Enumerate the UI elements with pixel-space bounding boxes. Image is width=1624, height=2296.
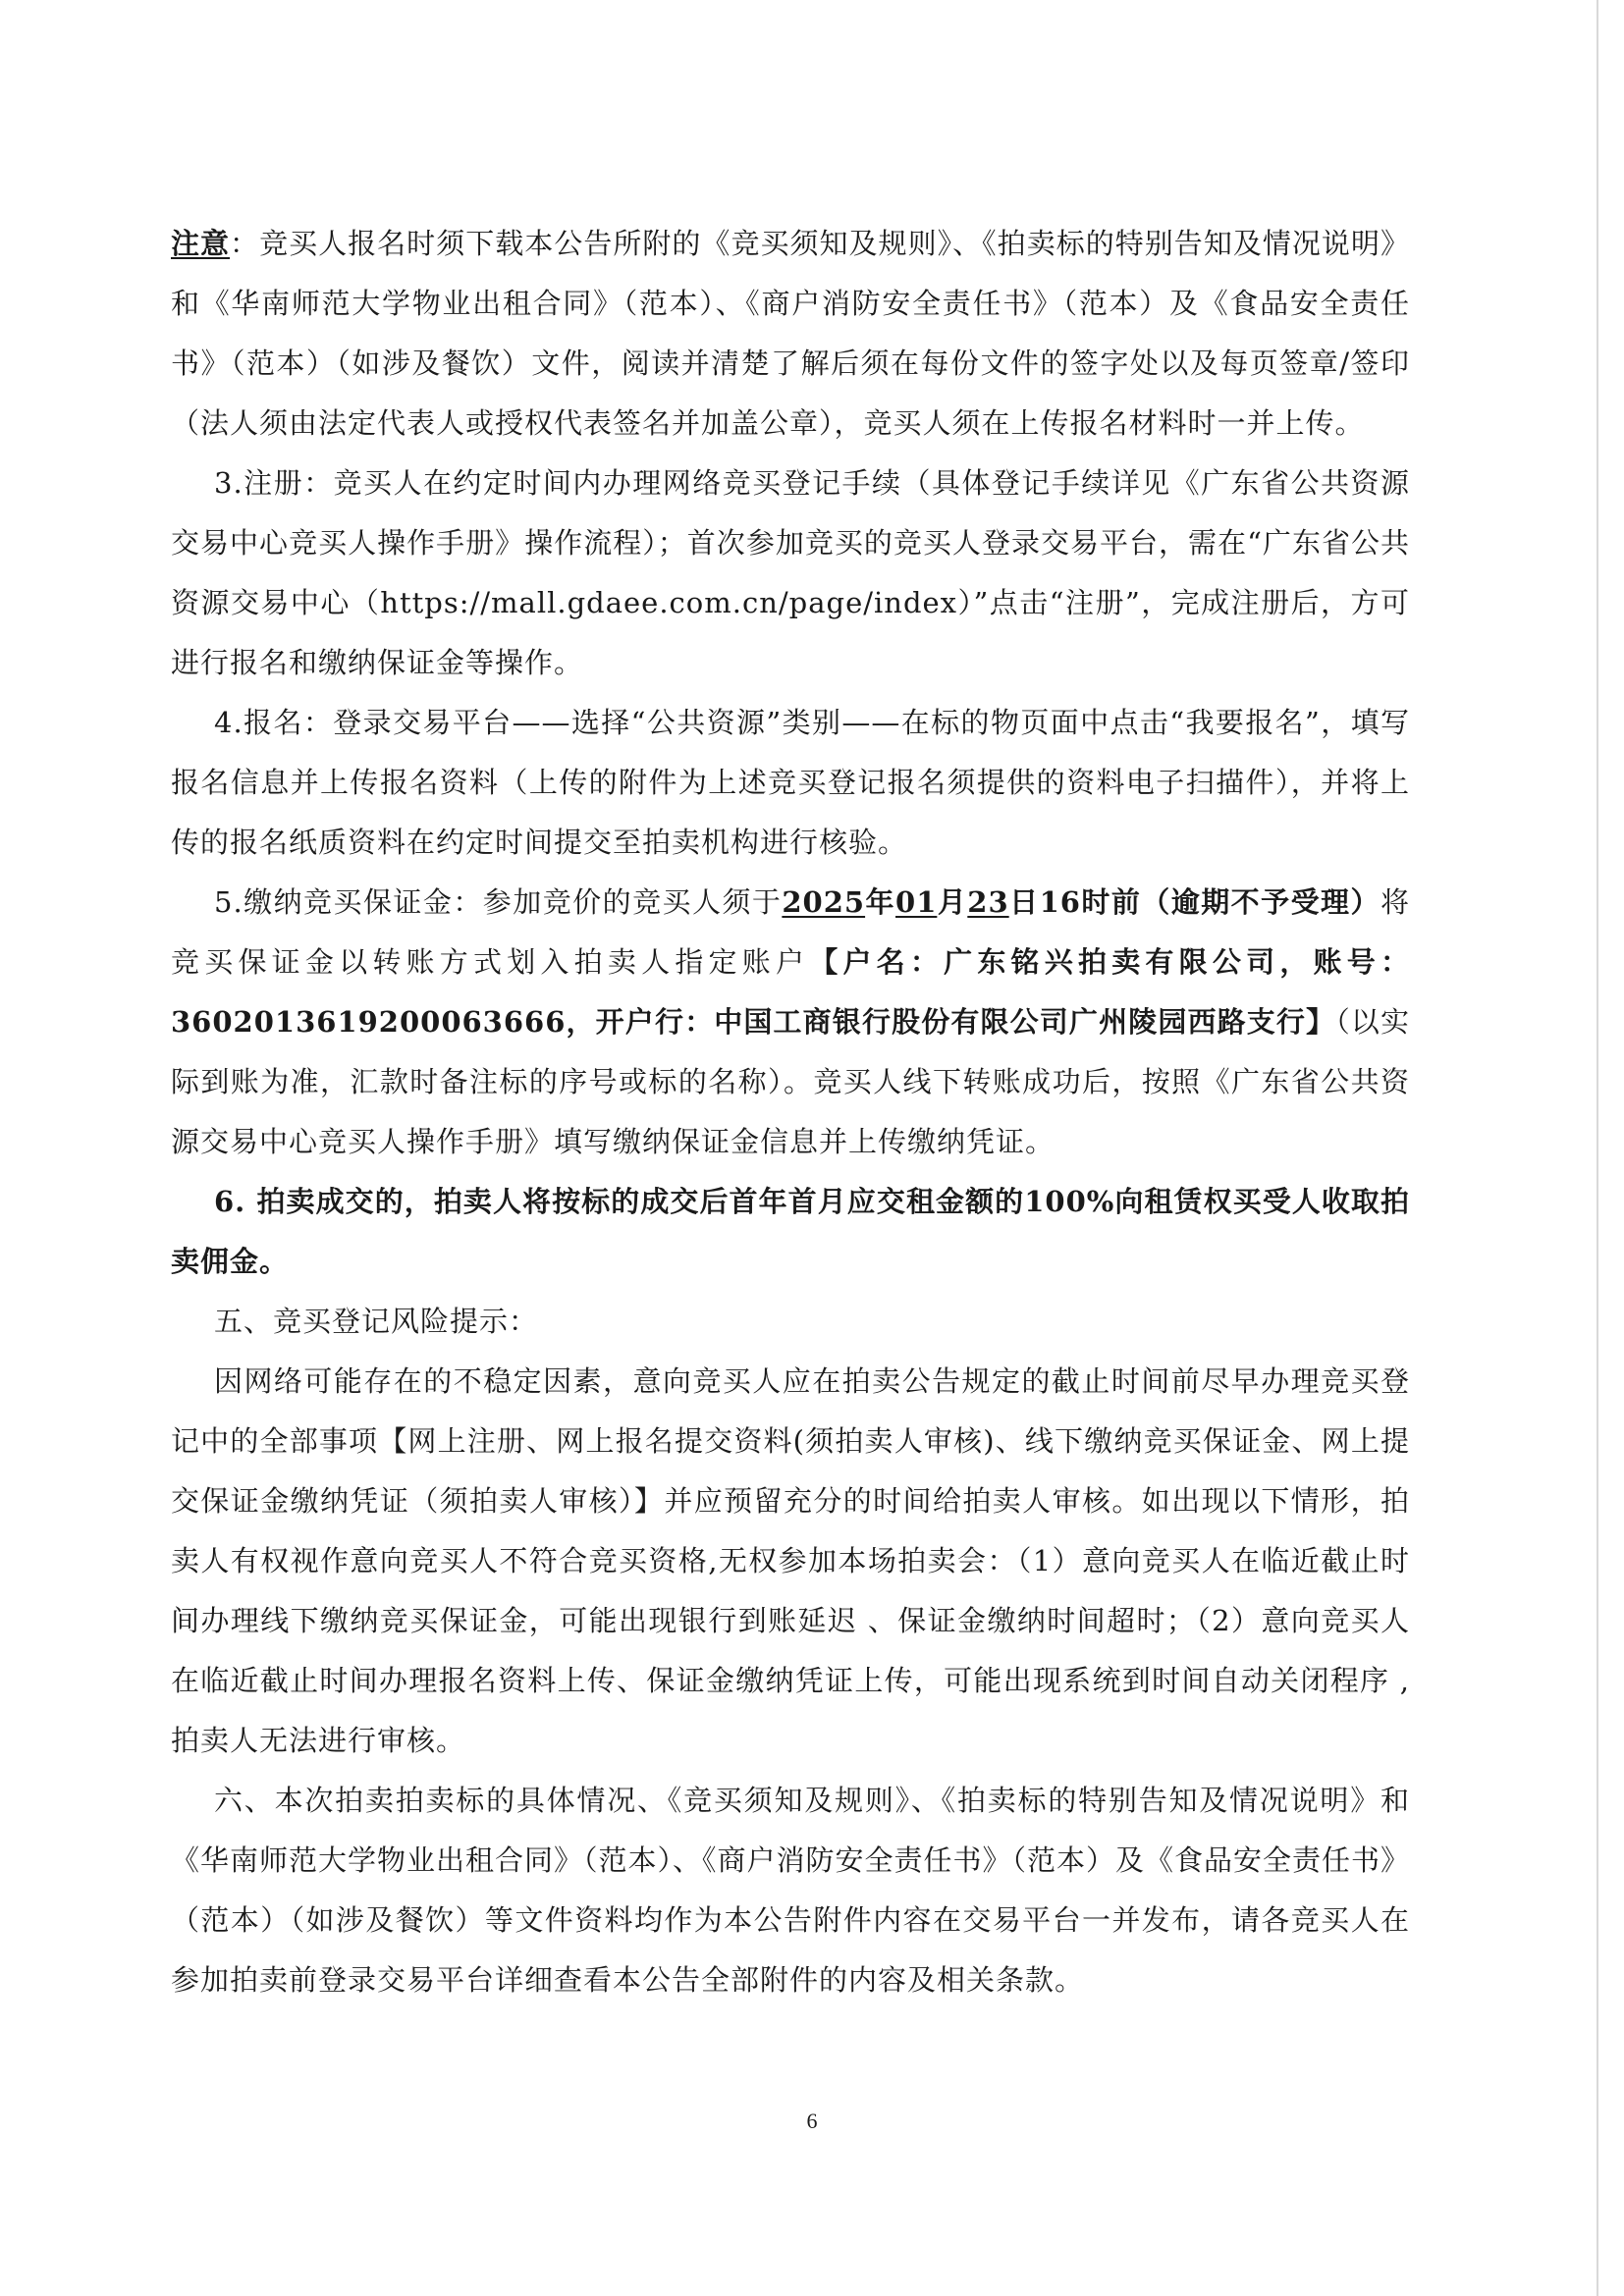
deadline-year: 2025 bbox=[782, 885, 866, 919]
item-4-signup: 4.报名：登录交易平台——选择“公共资源”类别——在标的物页面中点击“我要报名”，填写报名信息并上传报名资料（上传的附件为上述竞买登记报名须提供的资料电子扫描件），并将上传的报名纸质资料在约定时间提交至拍卖机构进行核验。 bbox=[171, 706, 1410, 859]
document-body bbox=[171, 214, 1410, 2010]
deadline-day: 23 bbox=[967, 885, 1009, 919]
section-6-paragraph: 六、本次拍卖拍卖标的具体情况、《竞买须知及规则》、《拍卖标的特别告知及情况说明》和《华南师范大学物业出租合同》（范本）、《商户消防安全责任书》（范本）及《食品安全责任书》（范本）（如涉及餐饮）等文件资料均作为本公告附件内容在交易平台一并发布，请各竞买人在参加拍卖前登录交易平台详细查看本公告全部附件的内容及相关条款。 bbox=[171, 1784, 1411, 1997]
note-label: 注意 bbox=[171, 227, 231, 260]
item-3-registration: 3.注册：竞买人在约定时间内办理网络竞买登记手续（具体登记手续详见《广东省公共资源交易中心竞买人操作手册》操作流程）；首次参加竞买的竞买人登录交易平台，需在“广东省公共资源交易中心（https://mall.gdaee.com.cn/page/index）”点击“注册”，完成注册后，方可进行报名和缴纳保证金等操作。 bbox=[171, 466, 1410, 679]
scan-edge-line bbox=[1597, 0, 1598, 2296]
note-text: ：竞买人报名时须下载本公告所附的《竞买须知及规则》、《拍卖标的特别告知及情况说明》和《华南师范大学物业出租合同》（范本）、《商户消防安全责任书》（范本）及《食品安全责任书》（范本）（如涉及餐饮）文件，阅读并清楚了解后须在每份文件的签字处以及每页签章/签印（法人须由法定代表人或授权代表签名并加盖公章），竞买人须在上传报名材料时一并上传。 bbox=[171, 227, 1410, 440]
deadline-month-unit: 月 bbox=[937, 885, 968, 919]
page-number: 6 bbox=[806, 2109, 818, 2133]
bank-account-info: 【户名：广东铭兴拍卖有限公司，账号：3602013619200063666，开户行：中国工商银行股份有限公司广州陵园西路支行】 bbox=[171, 945, 1410, 1039]
item-6-commission: 6. 拍卖成交的，拍卖人将按标的成交后首年首月应交租金额的100%向租赁权买受人收取拍卖佣金。 bbox=[171, 1185, 1410, 1278]
deadline-year-unit: 年 bbox=[865, 885, 896, 919]
deadline-month: 01 bbox=[895, 885, 938, 919]
deadline-time: 日16时前（逾期不予受理） bbox=[1008, 885, 1380, 919]
item-5-deposit bbox=[171, 873, 1410, 1172]
section-5-title: 五、竞买登记风险提示： bbox=[214, 1305, 539, 1338]
section-5-body: 因网络可能存在的不稳定因素，意向竞买人应在拍卖公告规定的截止时间前尽早办理竞买登记中的全部事项【网上注册、网上报名提交资料(须拍卖人审核)、线下缴纳竞买保证金、网上提交保证金缴纳凭证（须拍卖人审核）】并应预留充分的时间给拍卖人审核。如出现以下情形，拍卖人有权视作意向竞买人不符合竞买资格,无权参加本场拍卖会：（1）意向竞买人在临近截止时间办理线下缴纳竞买保证金，可能出现银行到账延迟 、保证金缴纳时间超时；（2）意向竞买人在临近截止时间办理报名资料上传、保证金缴纳凭证上传，可能出现系统到时间自动关闭程序 ,拍卖人无法进行审核。 bbox=[171, 1364, 1410, 1757]
item-5-suffix: （以实际到账为准，汇款时备注标的序号或标的名称）。竞买人线下转账成功后，按照《广东省公共资源交易中心竞买人操作手册》填写缴纳保证金信息并上传缴纳凭证。 bbox=[171, 1005, 1410, 1158]
note-paragraph bbox=[171, 214, 1410, 454]
item-5-middle: 将竞买保证金以转账方式划入拍卖人指定账户 bbox=[171, 885, 1410, 979]
item-5-prefix: 5.缴纳竞买保证金：参加竞价的竞买人须于 bbox=[214, 885, 783, 919]
